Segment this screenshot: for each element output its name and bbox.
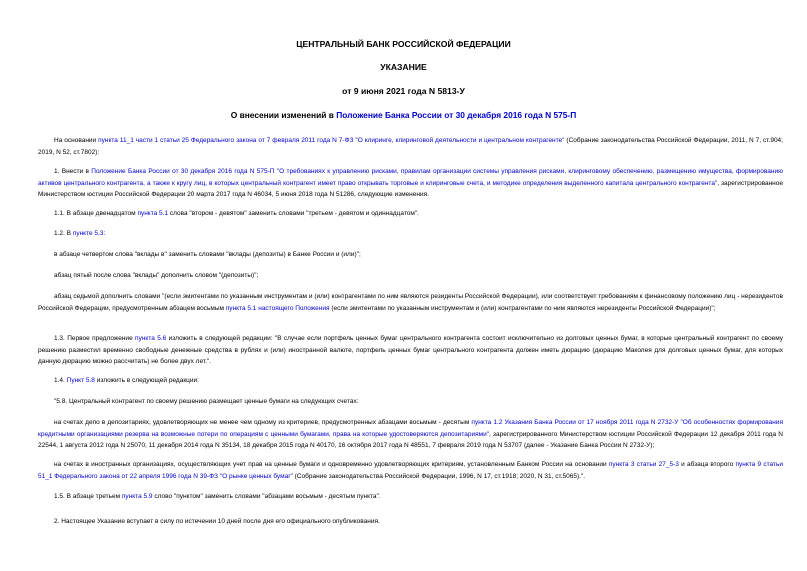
text-span: на счетах депо в депозитариях, удовлетворяющих не менее чем одному из критериев, предусмотренных абзацами восьмым - десятым — [54, 419, 472, 426]
paragraph-5-8-new: "5.8. Центральный контрагент по своему решению размещает ценные бумаги на следующих счетах: — [54, 398, 359, 405]
document-type-heading: УКАЗАНИЕ — [380, 62, 427, 72]
text-span: : — [103, 230, 106, 237]
text-span: (если эмитентами по указанным инструментам и (или) контрагентами по ним являются нерезиденты Российской Федерации)"; — [329, 304, 716, 312]
link-law-39fz[interactable]: пункта 9 статьи 51_1 Федерального закона от 22 апреля 1996 года N 39-ФЗ "О рынке ценных бумаг" — [38, 461, 783, 480]
title-prefix: О внесении изменений в — [230, 110, 337, 120]
text-span: изложить в следующей редакции: — [94, 377, 199, 384]
paragraph-1-2 — [38, 228, 783, 240]
paragraph-1-4 — [38, 375, 783, 387]
link-item-5-6[interactable]: пункта 5.6 — [135, 335, 167, 342]
paragraph-abzats-4: в абзаце четвертом слова "вклады в" заменить словами "вклады (депозиты) в Банке России и (или)"; — [54, 251, 361, 258]
link-item-5-8[interactable]: Пункт 5.8 — [66, 377, 95, 384]
paragraph-1-1 — [38, 208, 783, 220]
text-span: 1. Внести в — [54, 168, 92, 175]
link-directive-2732u[interactable]: пункта 1.2 Указания Банка России от 17 ноября 2011 года N 2732-У "Об особенностях формирования кредитными организациями резерва на возможные потери по операциям с ценными бумагами, права на которые удостоверяются депозитариями" — [38, 419, 784, 438]
paragraph-abzats-5: абзац пятый после слова "вклады" дополнить словом "(депозиты)"; — [54, 272, 259, 279]
text-span: 1.3. Первое предложение — [54, 335, 136, 342]
text-span: 1.4. — [54, 377, 67, 384]
text-span: , зарегистрированное Министерством юстиции Российской Федерации 20 марта 2017 года N 46034, 5 июня 2018 года N 51286, следующие изменения. — [38, 179, 783, 199]
text-span: (Собрание законодательства Российской Федерации, 1996, N 17, ст.1918; 2020, N 31, ст.5065).". — [292, 472, 586, 480]
document-title — [0, 110, 807, 120]
link-federal-law-7fz[interactable]: пункта 11_1 части 1 статьи 25 Федерального закона от 7 февраля 2011 года N 7-ФЗ "О клиринге, клиринговой деятельности и центральном контрагенте" — [98, 137, 565, 144]
link-regulation-575p-full[interactable]: Положение Банка России от 30 декабря 2016 года N 575-П "О требованиях к управлению рисками, правилам организации системы управления рисками, клиринговому обеспечению, размещению имущества, формированию активов центрального контрагента, а также к кругу лиц, в которых центральный контрагент имеет право открывать торговые и клиринговые счета, и методике определения выделенного капитала центрального контрагента" — [38, 168, 783, 187]
text-span: 1.5. В абзаце третьем — [54, 493, 122, 500]
paragraph-1-3 — [38, 333, 783, 368]
link-article-27-5-3[interactable]: пункта 3 статьи 27_5-3 — [608, 461, 679, 468]
title-link-regulation-575p[interactable]: Положение Банка России от 30 декабря 2016 года N 575-П — [336, 110, 577, 120]
paragraph-1-5 — [38, 491, 783, 503]
link-item-5-3[interactable]: пункте 5.3 — [72, 230, 104, 237]
text-span: На основании — [54, 137, 99, 144]
paragraph-2-effective-date: 2. Настоящее Указание вступает в силу по истечении 10 дней после дня его официального опубликования. — [54, 518, 380, 525]
text-span: абзац седьмой дополнить словами "(если эмитентами по указанным инструментам и (или) контрагентами по ним являются резиденты Российской Федерации), или соответствует требованиям к финансовому положению лиц - нерезидентов Российской Федерации, предусмотренным абзацем восьмым — [38, 293, 783, 312]
text-span: 1.2. В — [54, 230, 73, 237]
text-span: 1.1. В абзаце двенадцатом — [54, 210, 138, 217]
text-span: на счетах в иностранных организациях, осуществляющих учет прав на ценные бумаги и одновременно удовлетворяющих критериям, установленным Банком России на основании — [54, 461, 609, 468]
text-span: (Собрание законодательства Российской Федерации, 2011, N 7, ст.904; 2019, N 52, ст.7802): — [38, 137, 783, 156]
link-item-5-1-this-regulation[interactable]: пункта 5.1 настоящего Положения — [225, 304, 330, 312]
paragraph-foreign-accounts — [38, 459, 783, 482]
text-span: , зарегистрированного Министерством юстиции Российской Федерации 12 декабря 2011 года N 22544, 1 августа 2012 года N 25070, 11 декабря 2014 года N 35134, 18 декабря 2015 года N 40170, 16 октября 2017 года N 48551, 7 февраля 2019 года N 53707 (далее - Указание Банка России N 2732-У); — [38, 430, 783, 450]
paragraph-1 — [38, 166, 783, 201]
document-date-heading: от 9 июня 2021 года N 5813-У — [342, 86, 465, 96]
text-span: слово "пунктом" заменить словами "абзацами восьмым - десятым пункта". — [152, 493, 381, 500]
paragraph-abzats-7 — [38, 291, 783, 314]
link-item-5-1[interactable]: пункта 5.1 — [137, 210, 169, 217]
text-span: слова "втором - девятом" заменить словами "третьем - девятом и одиннадцатом". — [168, 210, 419, 217]
bank-name-heading: ЦЕНТРАЛЬНЫЙ БАНК РОССИЙСКОЙ ФЕДЕРАЦИИ — [296, 39, 511, 49]
paragraph-depository-accounts — [38, 417, 783, 452]
paragraph-legal-basis — [38, 135, 783, 158]
text-span: изложить в следующей редакции: "В случае если портфель ценных бумаг центрального контрагента состоит исключительно из долговых ценных бумаг, в которые центральный контрагент по своему решению разместил временно свободные денежные средства в рублях и (или) иностранной валюте, портфель ценных бумаг центрального контрагента должен иметь дюрацию (дюрацию Маколея для долговых ценных бумаг, для которых данную дюрацию можно рассчитать) не более двух лет.". — [38, 335, 783, 366]
text-span: и абзаца второго — [678, 461, 736, 468]
link-item-5-9[interactable]: пункта 5.9 — [121, 493, 153, 500]
